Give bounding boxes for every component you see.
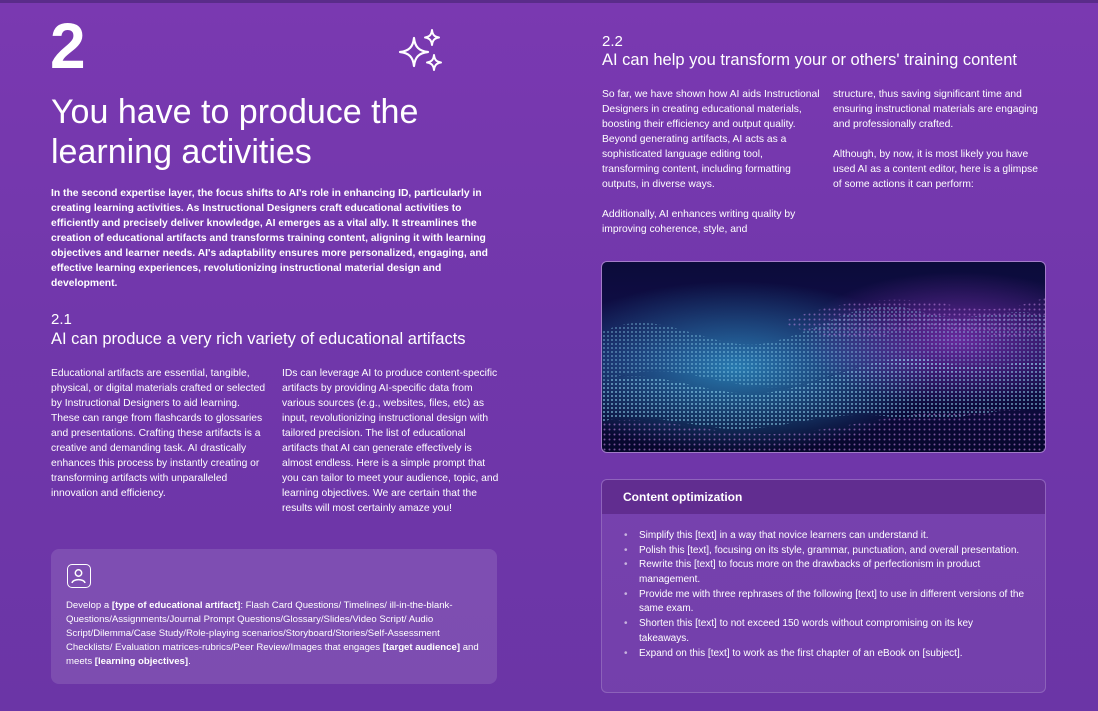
chapter-title: You have to produce the learning activities xyxy=(51,93,419,172)
section-2-2-column-2: structure, thus saving significant time and ensuring instructional materials are engaging and professionally crafted. Although, by now, it is most likely you have used AI as a content editor, here is a glimpse of some actions it can perform: xyxy=(833,89,1038,191)
list-item: • Shorten this [text] to not exceed 150 words without compromising on its key takeaways. xyxy=(624,617,1025,646)
section-2-1-title: AI can produce a very rich variety of educational artifacts xyxy=(51,330,466,348)
content-optimization-list xyxy=(602,514,1045,661)
prompt-text: Develop a [type of educational artifact]: Flash Card Questions/ Timelines/ ill-in-the-blank-Questions/Assignments/Journal Prompt Questions/Glossary/Slides/Video Script/ Audio Script/Dilemma/Case Study/Role-playing scenarios/Storyboard/Stories/Self-Assessment Checklists/ Evaluation matrices-rubrics/Peer Review/Images that engages [target audience] and meets [learning objectives]. xyxy=(66,600,479,667)
user-icon xyxy=(67,564,91,588)
digital-wave-image xyxy=(601,261,1046,453)
list-item: • Simplify this [text] in a way that novice learners can understand it. xyxy=(624,529,1025,544)
content-optimization-title: Content optimization xyxy=(602,480,1045,514)
chapter-intro: In the second expertise layer, the focus shifts to AI's role in enhancing ID, particularly in creating learning activities. As Instructional Designers craft educational activities to efficiently and precisely deliver knowledge, AI emerges as a vital ally. It streamlines the creation of educational artifacts and transforms training content, aligning it with learning objectives and learner needs. AI's adaptability ensures more personalized, engaging, and effective learning experiences, revolutionizing instructional material design and development. xyxy=(51,188,488,290)
list-item: • Expand on this [text] to work as the first chapter of an eBook on [subject]. xyxy=(624,647,1025,662)
top-border xyxy=(0,0,1098,3)
list-item: • Provide me with three rephrases of the following [text] to use in different versions of the same exam. xyxy=(624,588,1025,617)
section-2-2-number: 2.2 xyxy=(602,33,623,50)
chapter-number: 2 xyxy=(50,10,86,82)
content-optimization-card xyxy=(601,479,1046,693)
section-2-2-column-1: So far, we have shown how AI aids Instructional Designers in creating educational materials, boosting their efficiency and output quality. Beyond generating artifacts, AI acts as a sophisticated language editing tool, transforming content, including formatting outputs, in diverse ways. Additionally, AI enhances writing quality by improving coherence, style, and xyxy=(602,89,820,236)
sparkle-icon xyxy=(398,28,444,74)
list-item: • Rewrite this [text] to focus more on the drawbacks of perfectionism in product management. xyxy=(624,558,1025,587)
section-2-1-column-1: Educational artifacts are essential, tangible, physical, or digital materials crafted or selected by Instructional Designers to aid learning. These can range from flashcards to glossaries and presentations. Crafting these artifacts is a creative and demanding task. AI drastically enhances this process by instantly creating or transforming artifacts with unparalleled innovation and efficiency. xyxy=(51,368,266,500)
list-item: • Polish this [text], focusing on its style, grammar, punctuation, and overall presentation. xyxy=(624,544,1025,559)
section-2-1-column-2: IDs can leverage AI to produce content-specific artifacts by providing AI-specific data from various sources (e.g., websites, files, etc) as input, revolutionizing instructional design with tailored precision. The list of educational artifacts that AI can generate effectively is almost endless. Here is a simple prompt that you can tailor to meet your audience, topic, and learning objectives. We are certain that the results will most certainly amaze you! xyxy=(282,368,499,515)
section-2-2-title: AI can help you transform your or others' training content xyxy=(602,51,1017,69)
prompt-card xyxy=(51,549,497,684)
section-2-1-number: 2.1 xyxy=(51,311,72,328)
